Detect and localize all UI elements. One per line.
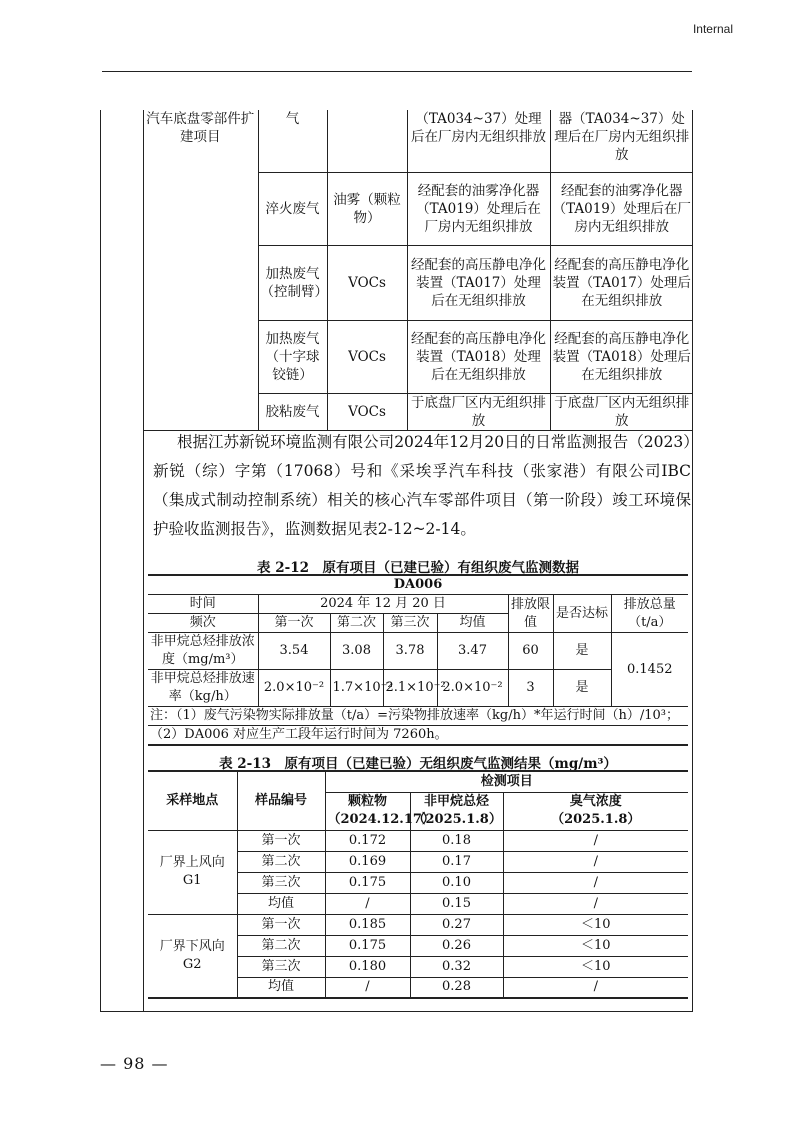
header-rule [102, 71, 692, 72]
site-code: G1 [182, 873, 202, 888]
cell: 0.180 [325, 956, 410, 977]
cell: 第一次 [237, 914, 325, 935]
cell: 第二次 [237, 851, 325, 872]
page-number: — 98 — [100, 1054, 169, 1073]
header-cell: 排放限值 [508, 595, 553, 633]
cell: 3.78 [383, 633, 437, 670]
cell: 加热废气（控制臂） [258, 245, 327, 320]
table-2-12 [148, 574, 688, 746]
cell: 经配套的油雾净化器（TA019）处理后在厂房内无组织排放 [407, 172, 550, 245]
header-cell: 样品编号 [237, 771, 325, 830]
cell: / [503, 893, 688, 914]
outlet-id: DA006 [148, 575, 688, 595]
table-note-2: （2）DA006 对应生产工段年运行时间为 7260h。 [148, 726, 688, 746]
header-cell: 第一次 [258, 614, 330, 633]
cell: 0.15 [410, 893, 503, 914]
cell: 0.28 [410, 977, 503, 998]
header-text: （2025.1.8） [412, 812, 502, 827]
cell: 是 [553, 670, 611, 707]
cell: / [325, 893, 410, 914]
cell: 经配套的高压静电净化装置（TA017）处理后在无组织排放 [550, 245, 693, 320]
cell: 淬火废气 [258, 172, 327, 245]
table-note-1: 注：（1）废气污染物实际排放量（t/a）=污染物排放速率（kg/h）*年运行时间（h）/10³； [148, 707, 688, 726]
cell: 均值 [237, 893, 325, 914]
site-cell [148, 830, 237, 914]
cell: 2.0×10⁻² [437, 670, 508, 707]
site-code: G2 [182, 956, 202, 972]
cell: VOCs [327, 393, 407, 430]
cell: 0.10 [410, 872, 503, 893]
cell: 0.27 [410, 914, 503, 935]
header-cell: 均值 [437, 614, 508, 633]
cell: 2.1×10⁻² [383, 670, 437, 707]
cell: 均值 [237, 977, 325, 998]
header-text: 非甲烷总烃 [423, 794, 489, 809]
cell: 第三次 [237, 956, 325, 977]
cell: 经配套的高压静电净化装置（TA018）处理后在无组织排放 [550, 320, 693, 393]
table-2-13-caption: 表 2-13 原有项目（已建已验）无组织废气监测结果（mg/m³） [219, 756, 617, 772]
header-cell: 是否达标 [553, 595, 611, 633]
cell: 0.18 [410, 830, 503, 851]
cell: 第一次 [237, 830, 325, 851]
cell: 经配套的油雾净化器（TA019）处理后在厂房内无组织排放 [550, 172, 693, 245]
header-text: （2024.12.17） [327, 812, 435, 827]
header-cell [503, 792, 688, 830]
cell: VOCs [327, 245, 407, 320]
header-cell: 2024 年 12 月 20 日 [258, 595, 508, 614]
header-cell [325, 792, 435, 830]
cell: 第三次 [237, 872, 325, 893]
cell: 是 [553, 633, 611, 670]
cell: / [325, 977, 410, 998]
header-cell [410, 792, 503, 830]
table-row [148, 830, 688, 851]
cell: 3.54 [258, 633, 330, 670]
cell: 器（TA034~37）处理后在厂房内无组织排放 [550, 110, 693, 172]
cell: 1.7×10⁻² [330, 670, 383, 707]
header-cell: 排放总量（t/a） [611, 595, 688, 633]
cell: 0.185 [325, 914, 410, 935]
cell: 胶粘废气 [258, 393, 327, 430]
project-name: 汽车底盘零部件扩建项目 [143, 110, 258, 430]
emission-measures-table [143, 110, 693, 431]
cell: ＜10 [503, 935, 688, 956]
cell: / [503, 872, 688, 893]
cell: 加热废气（十字球铰链） [258, 320, 327, 393]
cell: 0.32 [410, 956, 503, 977]
cell: ＜10 [503, 956, 688, 977]
cell: VOCs [327, 320, 407, 393]
cell: 气 [258, 110, 327, 172]
header-cell: 时间 [148, 595, 258, 614]
header-text: 颗粒物 [347, 794, 387, 809]
row-label: 非甲烷总烃排放速率（kg/h） [148, 670, 258, 707]
cell: 于底盘厂区内无组织排放 [550, 393, 693, 430]
cell: 60 [508, 633, 553, 670]
cell: / [503, 830, 688, 851]
body-paragraph: 根据江苏新锐环境监测有限公司2024年12月20日的日常监测报告（2023）新锐（综）字第（17068）号和《采埃孚汽车科技（张家港）有限公司IBC（集成式制动控制系统）相关的核心汽车零部件项目（第一阶段）竣工环境保护验收监测报告》，监测数据见表2-12~2-14。 [153, 433, 691, 538]
header-text: （2025.1.8） [551, 812, 641, 827]
total-cell: 0.1452 [611, 633, 688, 707]
cell: （TA034~37）处理后在厂房内无组织排放 [407, 110, 550, 172]
cell: / [503, 851, 688, 872]
header-cell: 采样地点 [148, 771, 237, 830]
cell: / [503, 977, 688, 998]
cell: 于底盘厂区内无组织排放 [407, 393, 550, 430]
cell: 0.172 [325, 830, 410, 851]
cell [327, 110, 407, 172]
table-2-12-caption: 表 2-12 原有项目（已建已验）有组织废气监测数据 [257, 560, 579, 576]
cell: 0.17 [410, 851, 503, 872]
row-label: 非甲烷总烃排放浓度（mg/m³） [148, 633, 258, 670]
site-name: 厂界上风向 [159, 855, 225, 870]
cell: 0.175 [325, 872, 410, 893]
cell: 油雾（颗粒物） [327, 172, 407, 245]
cell: 第二次 [237, 935, 325, 956]
header-cell: 第三次 [383, 614, 437, 633]
cell: ＜10 [503, 914, 688, 935]
cell: 3.47 [437, 633, 508, 670]
cell: 0.175 [325, 935, 410, 956]
cell: 经配套的高压静电净化装置（TA017）处理后在无组织排放 [407, 245, 550, 320]
site-name: 厂界下风向 [159, 938, 225, 954]
cell: 2.0×10⁻² [258, 670, 330, 707]
cell: 0.169 [325, 851, 410, 872]
cell: 3 [508, 670, 553, 707]
site-cell [148, 914, 237, 998]
cell: 3.08 [330, 633, 383, 670]
cell: 0.26 [410, 935, 503, 956]
header-cell: 检测项目 [325, 771, 688, 792]
header-label: Internal [692, 22, 733, 36]
header-text: 臭气浓度 [569, 794, 622, 809]
cell: 经配套的高压静电净化装置（TA018）处理后在无组织排放 [407, 320, 550, 393]
header-cell: 频次 [148, 614, 258, 633]
header-cell: 第二次 [330, 614, 383, 633]
table-2-13 [148, 770, 688, 999]
table-row [148, 914, 688, 935]
